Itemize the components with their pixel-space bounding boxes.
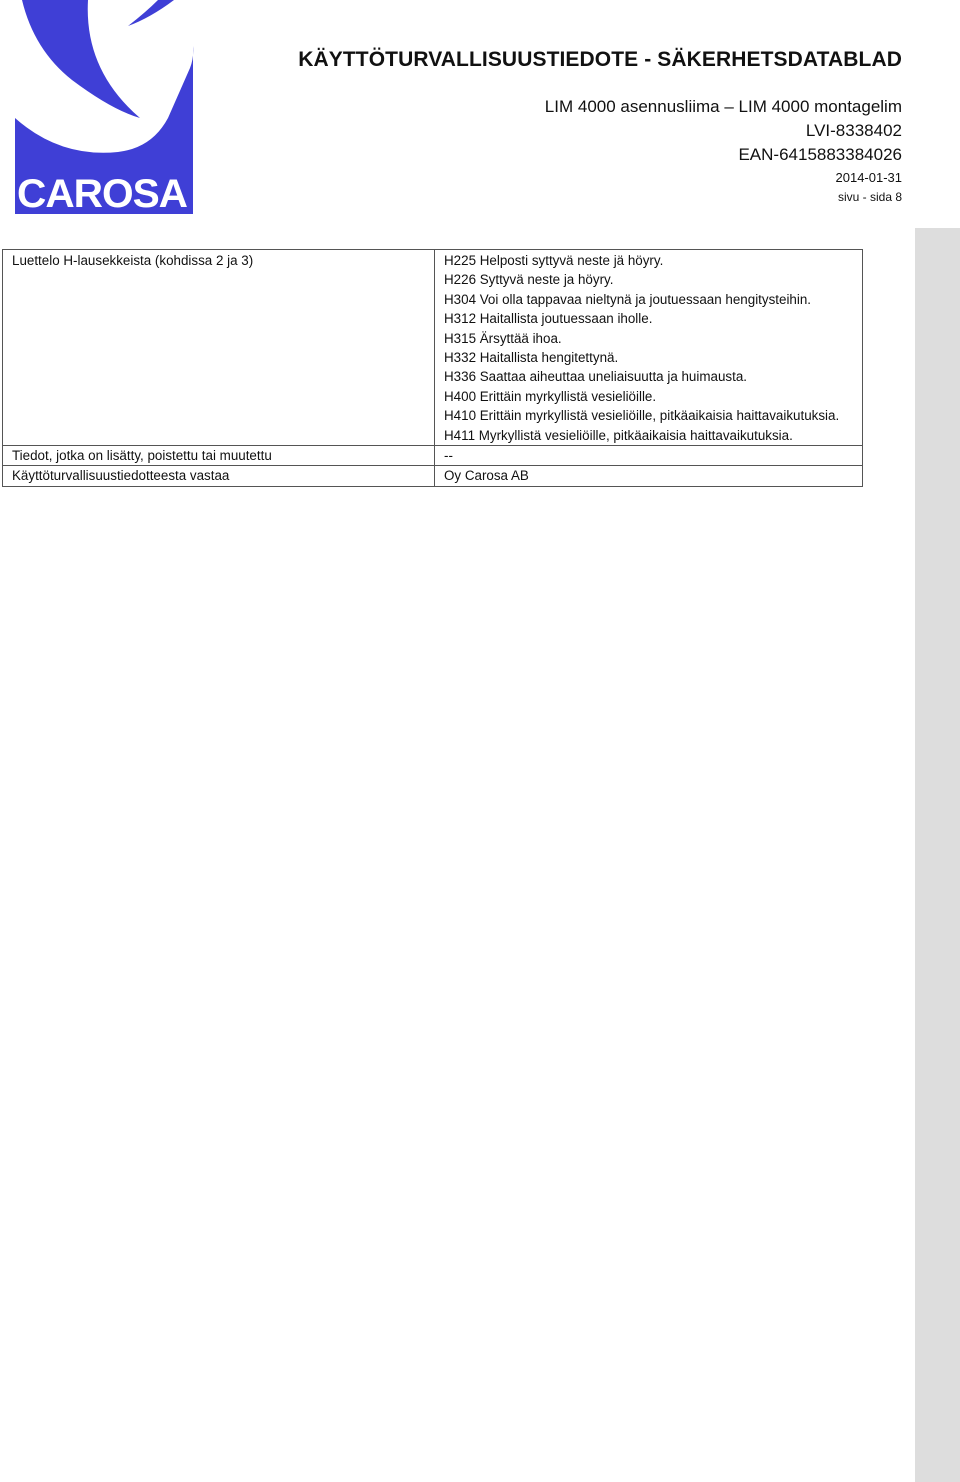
document-date: 2014-01-31 xyxy=(835,170,902,185)
h-statement: H336 Saattaa aiheuttaa uneliaisuutta ja huimausta. xyxy=(444,369,747,385)
table-row xyxy=(3,466,863,486)
ean-code: EAN-6415883384026 xyxy=(738,145,902,164)
logo-swoosh-shape xyxy=(22,0,140,118)
page-number: sivu - sida 8 xyxy=(837,190,902,204)
h-statements-label: Luettelo H-lausekkeista (kohdissa 2 ja 3) xyxy=(3,250,435,446)
lvi-code: LVI-8338402 xyxy=(805,121,902,140)
h-statement: H410 Erittäin myrkyllistä vesieliöille, pitkäaikaisia haittavaikutuksia. xyxy=(444,408,840,424)
h-statement: H315 Ärsyttää ihoa. xyxy=(444,330,562,346)
right-margin-bar xyxy=(915,228,960,1482)
product-name: LIM 4000 asennusliima – LIM 4000 montagelim xyxy=(544,97,902,116)
h-statement: H312 Haitallista joutuessaan iholle. xyxy=(444,311,653,327)
responsible-value: Oy Carosa AB xyxy=(435,466,863,486)
h-statement: H304 Voi olla tappavaa nieltynä ja joutuessaan hengitysteihin. xyxy=(444,291,812,307)
h-statements-list xyxy=(435,250,863,446)
carosa-logo xyxy=(0,0,200,222)
changes-value: -- xyxy=(435,446,863,466)
table-row xyxy=(3,250,863,446)
h-statement: H332 Haitallista hengitettynä. xyxy=(444,350,619,366)
h-statement: H225 Helposti syttyvä neste jä höyry. xyxy=(444,253,664,268)
document-header xyxy=(262,44,902,206)
info-table xyxy=(2,249,863,487)
logo-wordmark: CAROSA xyxy=(17,172,188,216)
h-statement: H400 Erittäin myrkyllistä vesieliöille. xyxy=(444,388,657,404)
h-statement: H411 Myrkyllistä vesieliöille, pitkäaikaisia haittavaikutuksia. xyxy=(444,427,793,443)
table-row xyxy=(3,446,863,466)
h-statement: H226 Syttyvä neste ja höyry. xyxy=(444,272,614,288)
document-title: KÄYTTÖTURVALLISUUSTIEDOTE - SÄKERHETSDATABLAD xyxy=(298,48,902,71)
responsible-label: Käyttöturvallisuustiedotteesta vastaa xyxy=(3,466,435,486)
changes-label: Tiedot, jotka on lisätty, poistettu tai muutettu xyxy=(3,446,435,466)
logo-tail-shape xyxy=(128,0,174,26)
